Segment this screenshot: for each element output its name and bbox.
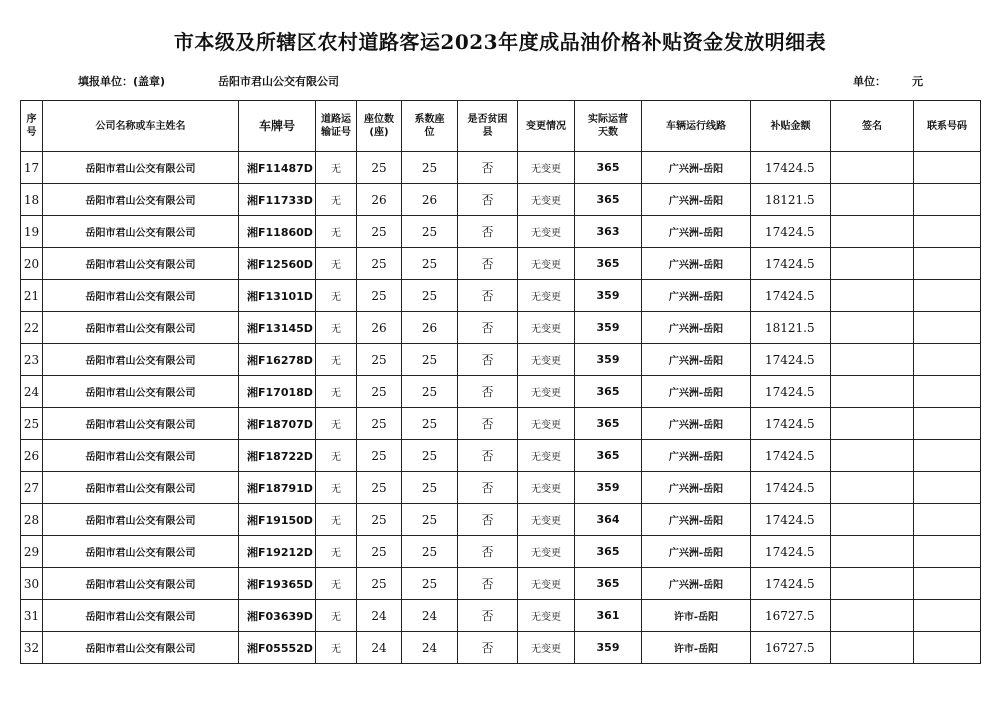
cell-permit: 无 — [316, 568, 357, 600]
cell-change: 无变更 — [518, 568, 575, 600]
cell-route: 广兴洲-岳阳 — [642, 440, 751, 472]
cell-coef-seats: 25 — [402, 472, 458, 504]
cell-coef-seats: 25 — [402, 568, 458, 600]
table-row — [21, 408, 981, 440]
cell-amount: 17424.5 — [751, 152, 831, 184]
cell-phone — [914, 216, 981, 248]
cell-plate: 湘F18791D — [239, 472, 316, 504]
cell-route: 广兴洲-岳阳 — [642, 408, 751, 440]
header-days: 实际运营天数 — [575, 101, 642, 152]
cell-plate: 湘F18707D — [239, 408, 316, 440]
cell-coef-seats: 25 — [402, 408, 458, 440]
header-permit: 道路运输证号 — [316, 101, 357, 152]
cell-permit: 无 — [316, 600, 357, 632]
cell-change: 无变更 — [518, 472, 575, 504]
cell-plate: 湘F12560D — [239, 248, 316, 280]
cell-poor-county: 否 — [458, 408, 518, 440]
cell-seats: 25 — [357, 376, 402, 408]
cell-signature — [831, 632, 914, 664]
cell-change: 无变更 — [518, 184, 575, 216]
cell-amount: 17424.5 — [751, 216, 831, 248]
cell-index: 24 — [21, 376, 43, 408]
cell-phone — [914, 376, 981, 408]
cell-permit: 无 — [316, 536, 357, 568]
table-row — [21, 568, 981, 600]
header-amount: 补贴金额 — [751, 101, 831, 152]
cell-plate: 湘F17018D — [239, 376, 316, 408]
cell-route: 广兴洲-岳阳 — [642, 216, 751, 248]
table-row — [21, 312, 981, 344]
cell-phone — [914, 632, 981, 664]
cell-company: 岳阳市君山公交有限公司 — [43, 472, 239, 504]
cell-company: 岳阳市君山公交有限公司 — [43, 376, 239, 408]
cell-coef-seats: 25 — [402, 504, 458, 536]
cell-permit: 无 — [316, 152, 357, 184]
cell-coef-seats: 25 — [402, 536, 458, 568]
header-change: 变更情况 — [518, 101, 575, 152]
cell-amount: 17424.5 — [751, 536, 831, 568]
cell-signature — [831, 504, 914, 536]
unit-label: 单位： — [853, 75, 886, 88]
cell-coef-seats: 24 — [402, 632, 458, 664]
cell-coef-seats: 25 — [402, 376, 458, 408]
cell-coef-seats: 24 — [402, 600, 458, 632]
cell-permit: 无 — [316, 312, 357, 344]
cell-plate: 湘F05552D — [239, 632, 316, 664]
cell-signature — [831, 472, 914, 504]
cell-plate: 湘F19212D — [239, 536, 316, 568]
cell-route: 广兴洲-岳阳 — [642, 568, 751, 600]
cell-days: 365 — [575, 440, 642, 472]
cell-company: 岳阳市君山公交有限公司 — [43, 408, 239, 440]
cell-index: 27 — [21, 472, 43, 504]
cell-index: 29 — [21, 536, 43, 568]
cell-days: 365 — [575, 184, 642, 216]
cell-seats: 25 — [357, 280, 402, 312]
table-row — [21, 472, 981, 504]
cell-permit: 无 — [316, 184, 357, 216]
cell-seats: 26 — [357, 312, 402, 344]
cell-route: 许市-岳阳 — [642, 600, 751, 632]
table-row — [21, 216, 981, 248]
cell-seats: 26 — [357, 184, 402, 216]
cell-company: 岳阳市君山公交有限公司 — [43, 248, 239, 280]
cell-route: 许市-岳阳 — [642, 632, 751, 664]
cell-seats: 24 — [357, 632, 402, 664]
header-company: 公司名称或车主姓名 — [43, 101, 239, 152]
table-row — [21, 632, 981, 664]
cell-phone — [914, 248, 981, 280]
header-poor-county: 是否贫困县 — [458, 101, 518, 152]
cell-seats: 25 — [357, 248, 402, 280]
cell-phone — [914, 568, 981, 600]
cell-company: 岳阳市君山公交有限公司 — [43, 536, 239, 568]
cell-phone — [914, 440, 981, 472]
cell-days: 359 — [575, 344, 642, 376]
cell-seats: 25 — [357, 152, 402, 184]
cell-signature — [831, 568, 914, 600]
cell-seats: 25 — [357, 440, 402, 472]
cell-permit: 无 — [316, 440, 357, 472]
table-row — [21, 536, 981, 568]
cell-coef-seats: 25 — [402, 344, 458, 376]
cell-amount: 17424.5 — [751, 472, 831, 504]
cell-change: 无变更 — [518, 152, 575, 184]
cell-amount: 17424.5 — [751, 376, 831, 408]
cell-seats: 25 — [357, 408, 402, 440]
cell-phone — [914, 408, 981, 440]
cell-amount: 17424.5 — [751, 280, 831, 312]
cell-seats: 25 — [357, 504, 402, 536]
unit-value: 元 — [912, 75, 923, 88]
cell-index: 18 — [21, 184, 43, 216]
cell-company: 岳阳市君山公交有限公司 — [43, 184, 239, 216]
cell-index: 17 — [21, 152, 43, 184]
cell-index: 20 — [21, 248, 43, 280]
cell-permit: 无 — [316, 376, 357, 408]
cell-plate: 湘F16278D — [239, 344, 316, 376]
header-route: 车辆运行线路 — [642, 101, 751, 152]
cell-permit: 无 — [316, 280, 357, 312]
cell-plate: 湘F13145D — [239, 312, 316, 344]
cell-seats: 25 — [357, 472, 402, 504]
header-index: 序号 — [21, 101, 43, 152]
cell-poor-county: 否 — [458, 184, 518, 216]
cell-change: 无变更 — [518, 600, 575, 632]
cell-days: 359 — [575, 472, 642, 504]
cell-company: 岳阳市君山公交有限公司 — [43, 568, 239, 600]
cell-poor-county: 否 — [458, 152, 518, 184]
cell-index: 31 — [21, 600, 43, 632]
table-row — [21, 600, 981, 632]
cell-change: 无变更 — [518, 376, 575, 408]
cell-days: 365 — [575, 248, 642, 280]
cell-poor-county: 否 — [458, 216, 518, 248]
cell-seats: 24 — [357, 600, 402, 632]
cell-coef-seats: 25 — [402, 280, 458, 312]
header-coef-seats: 系数座位 — [402, 101, 458, 152]
cell-plate: 湘F03639D — [239, 600, 316, 632]
table-row — [21, 280, 981, 312]
table-row — [21, 504, 981, 536]
cell-plate: 湘F18722D — [239, 440, 316, 472]
cell-amount: 17424.5 — [751, 568, 831, 600]
cell-index: 30 — [21, 568, 43, 600]
cell-index: 19 — [21, 216, 43, 248]
cell-signature — [831, 344, 914, 376]
cell-signature — [831, 280, 914, 312]
cell-poor-county: 否 — [458, 312, 518, 344]
cell-poor-county: 否 — [458, 440, 518, 472]
cell-days: 359 — [575, 280, 642, 312]
cell-poor-county: 否 — [458, 376, 518, 408]
cell-route: 广兴洲-岳阳 — [642, 472, 751, 504]
cell-signature — [831, 152, 914, 184]
cell-phone — [914, 152, 981, 184]
cell-signature — [831, 312, 914, 344]
cell-permit: 无 — [316, 472, 357, 504]
cell-amount: 18121.5 — [751, 184, 831, 216]
cell-phone — [914, 536, 981, 568]
cell-route: 广兴洲-岳阳 — [642, 280, 751, 312]
page-title: 市本级及所辖区农村道路客运2023年度成品油价格补贴资金发放明细表 — [173, 30, 827, 54]
cell-index: 32 — [21, 632, 43, 664]
cell-days: 359 — [575, 632, 642, 664]
table-row — [21, 248, 981, 280]
cell-permit: 无 — [316, 216, 357, 248]
cell-coef-seats: 26 — [402, 184, 458, 216]
cell-change: 无变更 — [518, 440, 575, 472]
cell-coef-seats: 25 — [402, 440, 458, 472]
header-phone: 联系号码 — [914, 101, 981, 152]
cell-index: 23 — [21, 344, 43, 376]
cell-change: 无变更 — [518, 312, 575, 344]
cell-amount: 18121.5 — [751, 312, 831, 344]
table-row — [21, 376, 981, 408]
cell-company: 岳阳市君山公交有限公司 — [43, 280, 239, 312]
cell-poor-county: 否 — [458, 472, 518, 504]
cell-poor-county: 否 — [458, 632, 518, 664]
cell-permit: 无 — [316, 344, 357, 376]
cell-signature — [831, 536, 914, 568]
cell-plate: 湘F19150D — [239, 504, 316, 536]
table-row — [21, 344, 981, 376]
cell-poor-county: 否 — [458, 568, 518, 600]
cell-change: 无变更 — [518, 248, 575, 280]
cell-days: 365 — [575, 568, 642, 600]
cell-poor-county: 否 — [458, 536, 518, 568]
cell-signature — [831, 248, 914, 280]
cell-change: 无变更 — [518, 536, 575, 568]
cell-route: 广兴洲-岳阳 — [642, 344, 751, 376]
cell-change: 无变更 — [518, 280, 575, 312]
fill-unit-label: 填报单位：(盖章) — [78, 75, 166, 88]
cell-route: 广兴洲-岳阳 — [642, 184, 751, 216]
cell-permit: 无 — [316, 408, 357, 440]
cell-index: 28 — [21, 504, 43, 536]
cell-plate: 湘F11860D — [239, 216, 316, 248]
cell-phone — [914, 312, 981, 344]
table-body — [21, 152, 981, 664]
cell-permit: 无 — [316, 504, 357, 536]
cell-poor-county: 否 — [458, 248, 518, 280]
cell-poor-county: 否 — [458, 344, 518, 376]
cell-company: 岳阳市君山公交有限公司 — [43, 600, 239, 632]
cell-days: 365 — [575, 152, 642, 184]
cell-days: 364 — [575, 504, 642, 536]
cell-amount: 17424.5 — [751, 504, 831, 536]
cell-coef-seats: 25 — [402, 216, 458, 248]
header-signature: 签名 — [831, 101, 914, 152]
header-seats: 座位数(座) — [357, 101, 402, 152]
cell-phone — [914, 184, 981, 216]
cell-change: 无变更 — [518, 632, 575, 664]
cell-poor-county: 否 — [458, 504, 518, 536]
cell-amount: 16727.5 — [751, 632, 831, 664]
cell-plate: 湘F13101D — [239, 280, 316, 312]
cell-plate: 湘F19365D — [239, 568, 316, 600]
table-row — [21, 440, 981, 472]
cell-amount: 17424.5 — [751, 248, 831, 280]
cell-index: 26 — [21, 440, 43, 472]
cell-amount: 17424.5 — [751, 408, 831, 440]
cell-plate: 湘F11487D — [239, 152, 316, 184]
cell-change: 无变更 — [518, 504, 575, 536]
cell-days: 361 — [575, 600, 642, 632]
cell-signature — [831, 600, 914, 632]
cell-amount: 16727.5 — [751, 600, 831, 632]
cell-index: 25 — [21, 408, 43, 440]
cell-seats: 25 — [357, 536, 402, 568]
cell-amount: 17424.5 — [751, 344, 831, 376]
cell-coef-seats: 25 — [402, 152, 458, 184]
cell-seats: 25 — [357, 344, 402, 376]
cell-company: 岳阳市君山公交有限公司 — [43, 152, 239, 184]
cell-seats: 25 — [357, 216, 402, 248]
cell-signature — [831, 376, 914, 408]
cell-coef-seats: 26 — [402, 312, 458, 344]
table-header-row — [21, 101, 981, 152]
cell-days: 365 — [575, 536, 642, 568]
cell-phone — [914, 472, 981, 504]
cell-company: 岳阳市君山公交有限公司 — [43, 440, 239, 472]
cell-route: 广兴洲-岳阳 — [642, 376, 751, 408]
subsidy-table — [20, 100, 981, 664]
cell-days: 359 — [575, 312, 642, 344]
cell-change: 无变更 — [518, 216, 575, 248]
fill-unit-value: 岳阳市君山公交有限公司 — [218, 75, 339, 88]
cell-days: 363 — [575, 216, 642, 248]
cell-signature — [831, 440, 914, 472]
cell-plate: 湘F11733D — [239, 184, 316, 216]
header-plate: 车牌号 — [239, 101, 316, 152]
cell-company: 岳阳市君山公交有限公司 — [43, 344, 239, 376]
cell-seats: 25 — [357, 568, 402, 600]
cell-company: 岳阳市君山公交有限公司 — [43, 312, 239, 344]
cell-change: 无变更 — [518, 344, 575, 376]
table-row — [21, 152, 981, 184]
cell-route: 广兴洲-岳阳 — [642, 152, 751, 184]
cell-phone — [914, 600, 981, 632]
cell-permit: 无 — [316, 248, 357, 280]
table-row — [21, 184, 981, 216]
cell-company: 岳阳市君山公交有限公司 — [43, 632, 239, 664]
cell-phone — [914, 344, 981, 376]
cell-route: 广兴洲-岳阳 — [642, 536, 751, 568]
cell-index: 22 — [21, 312, 43, 344]
cell-company: 岳阳市君山公交有限公司 — [43, 504, 239, 536]
cell-index: 21 — [21, 280, 43, 312]
cell-company: 岳阳市君山公交有限公司 — [43, 216, 239, 248]
cell-poor-county: 否 — [458, 280, 518, 312]
cell-phone — [914, 504, 981, 536]
cell-days: 365 — [575, 376, 642, 408]
cell-signature — [831, 408, 914, 440]
cell-amount: 17424.5 — [751, 440, 831, 472]
cell-route: 广兴洲-岳阳 — [642, 504, 751, 536]
cell-signature — [831, 216, 914, 248]
cell-permit: 无 — [316, 632, 357, 664]
cell-phone — [914, 280, 981, 312]
cell-change: 无变更 — [518, 408, 575, 440]
cell-route: 广兴洲-岳阳 — [642, 312, 751, 344]
cell-coef-seats: 25 — [402, 248, 458, 280]
cell-poor-county: 否 — [458, 600, 518, 632]
cell-days: 365 — [575, 408, 642, 440]
cell-route: 广兴洲-岳阳 — [642, 248, 751, 280]
cell-signature — [831, 184, 914, 216]
